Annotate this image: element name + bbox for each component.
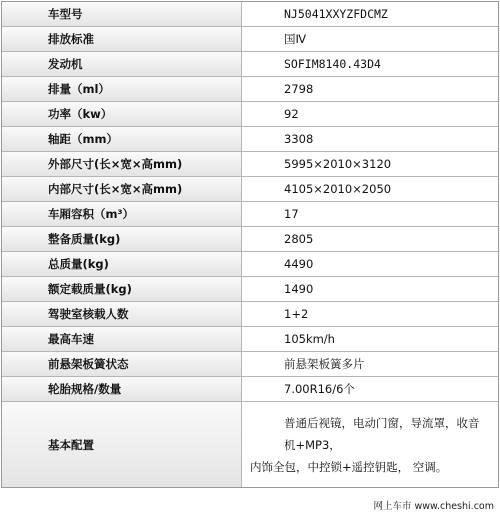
row-label: 排放标准 [2, 27, 242, 52]
row-label: 整备质量(kg) [2, 227, 242, 252]
basic-config-value [242, 402, 498, 487]
row-label: 轮胎规格/数量 [2, 377, 242, 402]
row-value: 1+2 [242, 302, 498, 327]
row-value: 17 [242, 202, 498, 227]
table-row [2, 302, 498, 327]
site-watermark: 网上车市 www.cheshi.com [372, 498, 497, 512]
table-row-basic-config [2, 402, 498, 487]
table-row [2, 202, 498, 227]
table-row [2, 102, 498, 127]
table-row [2, 2, 498, 27]
row-value: SOFIM8140.43D4 [242, 52, 498, 77]
row-value: 2805 [242, 227, 498, 252]
row-label: 车型号 [2, 2, 242, 27]
row-label: 前悬架板簧状态 [2, 352, 242, 377]
row-label: 发动机 [2, 52, 242, 77]
row-value: 3308 [242, 127, 498, 152]
table-row [2, 327, 498, 352]
table-row [2, 52, 498, 77]
basic-config-line-1: 普通后视镜，电动门窗，导流罩，收音机+MP3， [284, 415, 480, 452]
row-label: 基本配置 [2, 402, 242, 487]
row-label: 最高车速 [2, 327, 242, 352]
row-label: 车厢容积（m³） [2, 202, 242, 227]
row-value: 2798 [242, 77, 498, 102]
row-label: 轴距（mm） [2, 127, 242, 152]
row-label: 驾驶室核载人数 [2, 302, 242, 327]
table-row [2, 227, 498, 252]
row-value: 前悬架板簧多片 [242, 352, 498, 377]
row-value: 4105×2010×2050 [242, 177, 498, 202]
basic-config-line-2: 内饰全包，中控锁+遥控钥匙， 空调。 [250, 459, 448, 474]
row-label: 功率（kw） [2, 102, 242, 127]
table-row [2, 27, 498, 52]
row-value: 1490 [242, 277, 498, 302]
row-value: 7.00R16/6个 [242, 377, 498, 402]
row-label: 排量（ml） [2, 77, 242, 102]
table-row [2, 177, 498, 202]
table-row [2, 77, 498, 102]
row-label: 外部尺寸(长×宽×高mm) [2, 152, 242, 177]
table-row [2, 277, 498, 302]
row-value: 4490 [242, 252, 498, 277]
row-label: 总质量(kg) [2, 252, 242, 277]
spec-table [1, 1, 499, 488]
table-row [2, 352, 498, 377]
table-row [2, 152, 498, 177]
row-value: 92 [242, 102, 498, 127]
table-row [2, 377, 498, 402]
row-label: 内部尺寸(长×宽×高mm) [2, 177, 242, 202]
row-label: 额定载质量(kg) [2, 277, 242, 302]
table-row [2, 127, 498, 152]
row-value: NJ5041XXYZFDCMZ [242, 2, 498, 27]
table-row [2, 252, 498, 277]
row-value: 5995×2010×3120 [242, 152, 498, 177]
row-value: 国Ⅳ [242, 27, 498, 52]
row-value: 105km/h [242, 327, 498, 352]
